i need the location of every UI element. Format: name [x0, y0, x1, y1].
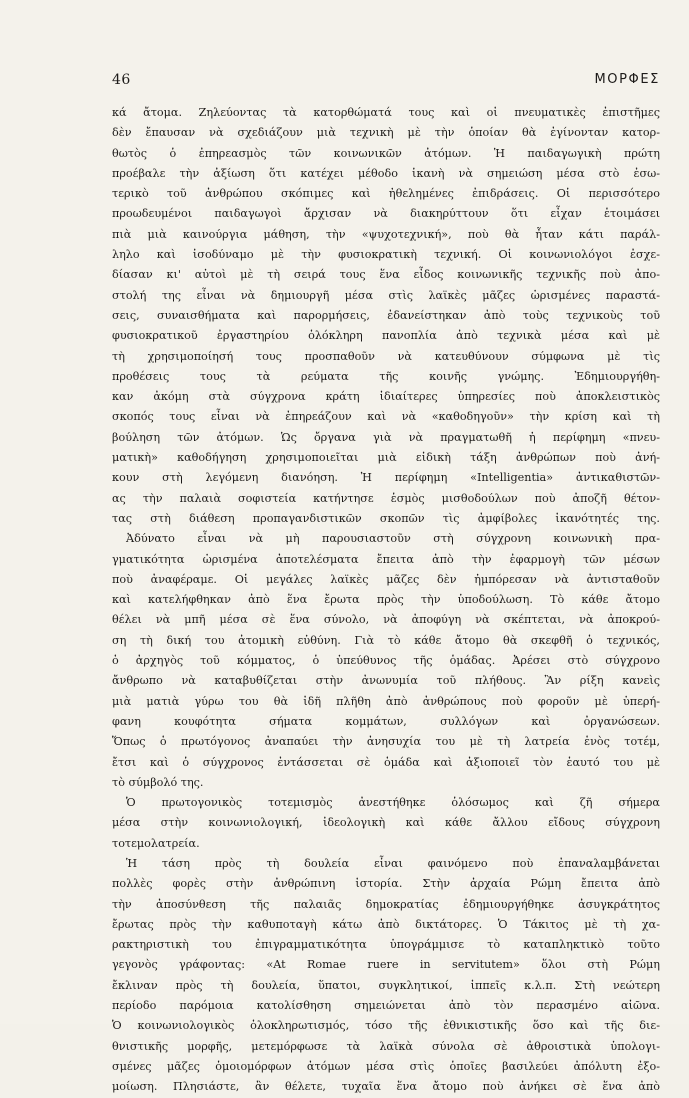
- text-line: τὸ σύμβολό της.: [112, 775, 204, 789]
- text-line: θέλει νὰ μπῆ μέσα σὲ ἕνα σύνολο, νὰ ἀποφύγη νὰ σκέπτεται, νὰ ἀποκρού-: [112, 613, 660, 627]
- text-line: θωτὸς ὁ ἐπηρεασμὸς τῶν κοινωνικῶν ἀτόμων. Ἡ παιδαγωγικὴ πρώτη: [112, 146, 660, 160]
- text-line: γματικότητα ὡρισμένα ἀποτελέσματα ἔπειτα ἀπὸ τὴν ἐφαρμογὴ τῶν μέσων: [112, 552, 660, 566]
- text-line: κά ἄτομα. Ζηλεύοντας τὰ κατορθώματά τους καὶ οἱ πνευματικὲς ἐπιστῆμες: [112, 106, 660, 119]
- text-line: ας τὴν παλαιὰ σοφιστεία κατήντησε ἑσμὸς μισθοδούλων ποὺ ἀποζῆ θέτον-: [112, 491, 660, 505]
- text-line: στολή της εἶναι νὰ δημιουργῆ μέσα στὶς λαϊκὲς μᾶζες ὡρισμένες παραστά-: [112, 288, 660, 302]
- text-line: δὲν ἔπαυσαν νὰ σχεδιάζουν μιὰ τεχνικὴ μὲ τὴν ὁποίαν θὰ ἐγίνονταν κατορ-: [112, 126, 660, 140]
- text-line: ση τὴ δική του ἀτομικὴ εὐθύνη. Γιὰ τὸ κάθε ἄτομο θὰ σκεφθῆ ὁ τεχνικός,: [112, 633, 660, 647]
- text-line: Ὁ κοινωνιολογικὸς ὁλοκληρωτισμός, τόσο τῆς ἐθνικιστικῆς ὅσο καὶ τῆς διε-: [112, 1019, 660, 1033]
- text-line: καὶ κατελήφθηκαν ἀπὸ ἕνα ἔρωτα πρὸς τὴν ὑποδούλωση. Τὸ κάθε ἄτομο: [112, 593, 660, 607]
- text-line: ἔρωτας πρὸς τὴν καθυποταγὴ κάτω ἀπὸ δικτάτορες. Ὁ Τάκιτος μὲ τὴ χα-: [112, 917, 660, 931]
- text-line: προωδευμένοι παιδαγωγοὶ ἄρχισαν νὰ διακηρύττουν ὅτι εἶχαν ἑτοιμάσει: [112, 207, 660, 221]
- text-line: ματικὴ» καθοδήγηση χρησιμοποιεῖται μιὰ εἰδικὴ τάξη ἀνθρώπων ποὺ ἀνή-: [112, 451, 660, 465]
- text-line: πιὰ μιὰ καινούργια μάθηση, τὴν «ψυχοτεχνική», ποὺ θὰ ἦταν κάτι παράλ-: [112, 227, 660, 241]
- text-line: σμένες μᾶζες ὁμοιομόρφων ἀτόμων μέσα στὶς ὁποῖες βασιλεύει ἀπόλυτη ἐξο-: [112, 1059, 660, 1073]
- text-line: Ἀδύνατο εἶναι νὰ μὴ παρουσιαστοῦν στὴ σύγχρονη κοινωνικὴ πρα-: [126, 532, 660, 546]
- text-line: ἄνθρωπο νὰ καταβυθίζεται στὴν ἀνωνυμία τοῦ πλήθους. Ἂν ρίξη κανεὶς: [112, 674, 660, 688]
- text-line: ποὺ ἀναφέραμε. Οἱ μεγάλες λαϊκὲς μᾶζες δὲν ἠμπόρεσαν νὰ ἀντισταθοῦν: [112, 572, 660, 586]
- text-line: μέσα στὴν κοινωνιολογική, ἰδεολογικὴ καὶ κάθε ἄλλου εἴδους σύγχρονη: [112, 816, 660, 830]
- body-text: [112, 103, 660, 1098]
- text-line: ὁ ἀρχηγὸς τοῦ κόμματος, ὁ ὑπεύθυνος τῆς ὁμάδας. Ἀρέσει στὸ σύγχρονο: [112, 654, 660, 668]
- text-line: Ὅπως ὁ πρωτόγονος ἀναπαύει τὴν ἀνησυχία του μὲ τὴ λατρεία ἑνὸς τοτέμ,: [112, 735, 660, 749]
- text-line: μοίωση. Πλησιάστε, ἂν θέλετε, τυχαῖα ἕνα ἄτομο ποὺ ἀνήκει σὲ ἕνα ἀπὸ: [112, 1080, 660, 1094]
- text-line: ληλο καὶ ἰσοδύναμο μὲ τὴν φυσιοκρατικὴ τεχνική. Οἱ κοινωνιολόγοι ἐσχε-: [112, 248, 660, 262]
- text-line: γεγονὸς γράφοντας: «At Romae ruere in servitutem» ὅλοι στὴ Ρώμη: [112, 958, 660, 972]
- text-line: καν ἀκόμη στὰ σύγχρονα κράτη ἰδιαίτερες ὑπηρεσίες ποὺ ἀποκλειστικὸς: [112, 390, 660, 404]
- text-line: σκοπός τους εἶναι νὰ ἐπηρεάζουν καὶ νὰ «καθοδηγοῦν» τὴν κρίση καὶ τὴ: [112, 410, 660, 424]
- text-line: μιὰ ματιὰ γύρω του θὰ ἰδῆ πλῆθη ἀπὸ ἀνθρώπους ποὺ φοροῦν μὲ ὑπερή-: [112, 694, 660, 708]
- text-line: πολλὲς φορὲς στὴν ἀνθρώπινη ἱστορία. Στὴν ἀρχαία Ρώμη ἔπειτα ἀπὸ: [112, 877, 660, 891]
- text-line: φανη κουφότητα σήματα κομμάτων, συλλόγων καὶ ὀργανώσεων.: [112, 714, 660, 728]
- text-line: περίοδο παρόμοια κατολίσθηση σημειώνεται ἀπὸ τὸν περασμένο αἰῶνα.: [112, 999, 660, 1013]
- text-line: προέβαλε τὴν ἀξίωση ὅτι κατέχει μέθοδο ἱκανὴ νὰ σημειώση μέσα στὸ ἐσω-: [112, 166, 660, 180]
- text-line: τερικὸ τοῦ ἀνθρώπου σκόπιμες καὶ ἠθελημένες ἐπιδράσεις. Οἱ περισσότερο: [112, 187, 660, 201]
- text-line: σεις, συναισθήματα καὶ παρορμήσεις, ἐδανείστηκαν ἀπὸ τοὺς τεχνικοὺς τοῦ: [112, 308, 660, 322]
- text-line: τὴ χρησιμοποίησή τους προσπαθοῦν νὰ κατευθύνουν σύμφωνα μὲ τὶς: [112, 349, 660, 363]
- text-line: βούληση τῶν ἀτόμων. Ὡς ὄργανα γιὰ νὰ πραγματωθῆ ἡ περίφημη «πνευ-: [112, 430, 660, 444]
- text-line: τας στὴ διάθεση προπαγανδιστικῶν σκοπῶν τὶς ἀμφίβολες ἱκανότητές της.: [112, 511, 660, 525]
- text-line: τὴν ἀποσύνθεση τῆς παλαιᾶς δημοκρατίας ἐδημιουργήθηκε ἀσυγκράτητος: [112, 897, 660, 911]
- page-number: 46: [112, 72, 131, 88]
- text-line: Ἡ τάση πρὸς τὴ δουλεία εἶναι φαινόμενο ποὺ ἐπαναλαμβάνεται: [126, 856, 660, 870]
- text-line: θνιστικῆς μορφῆς, μετεμόρφωσε τὰ λαϊκὰ σύνολα σὲ ἀθροιστικὰ ὑπολογι-: [112, 1039, 660, 1053]
- text-line: ρακτηριστικὴ του ἐπιγραμματικότητα ὑπογράμμισε τὸ καταπληκτικὸ τοῦτο: [112, 938, 660, 952]
- text-line: κουν στὴ λεγόμενη διανόηση. Ἡ περίφημη «Intelligentia» ἀντικαθιστῶν-: [112, 471, 660, 485]
- text-line: φυσιοκρατικοῦ ἐργαστηρίου ὁλόκληρη πανοπλία ἀπὸ τεχνικὰ μέσα καὶ μὲ: [112, 329, 660, 343]
- text-line: Ὁ πρωτογονικὸς τοτεμισμὸς ἀνεστήθηκε ὁλόσωμος καὶ ζῆ σήμερα: [126, 796, 660, 810]
- text-line: ἔτσι καὶ ὁ σύγχρονος ἐντάσσεται σὲ ὁμάδα καὶ ἀξιοποιεῖ τὸν ἑαυτό του μὲ: [112, 755, 660, 769]
- text-line: ἔκλιναν πρὸς τὴ δουλεία, ὕπατοι, συγκλητικοί, ἱππεῖς κ.λ.π. Στὴ νεώτερη: [112, 978, 660, 992]
- text-line: τοτεμολατρεία.: [112, 836, 200, 850]
- running-head: ΜΟΡΦΕΣ: [594, 72, 660, 87]
- text-line: προθέσεις τους τὰ ρεύματα τῆς κοινῆς γνώμης. Ἐδημιουργήθη-: [112, 369, 660, 383]
- text-line: δίασαν κι' αὐτοὶ μὲ τὴ σειρά τους ἕνα εἶδος κοινωνικῆς τεχνικῆς ποὺ ἀπο-: [112, 268, 660, 282]
- page-header: [112, 72, 660, 92]
